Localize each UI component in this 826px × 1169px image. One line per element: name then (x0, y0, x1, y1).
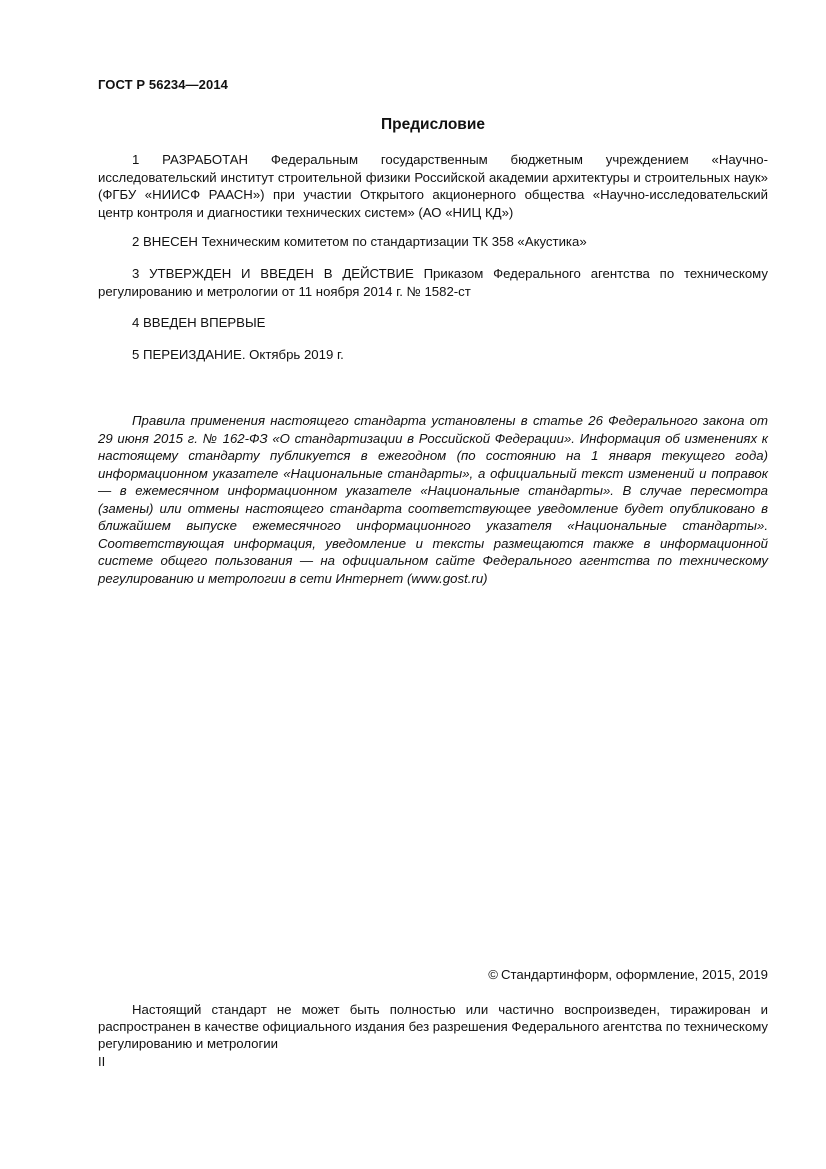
page-number: II (98, 1054, 106, 1069)
foreword-item-4: 4 ВВЕДЕН ВПЕРВЫЕ (132, 315, 266, 330)
copyright-line (488, 967, 768, 982)
foreword-item-3: 3 УТВЕРЖДЕН И ВВЕДЕН В ДЕЙСТВИЕ Приказом Федерального агентства по техническому регулированию и метрологии от 11 ноября 2014 г. № 1582-ст (98, 266, 768, 299)
rights-notice: Настоящий стандарт не может быть полностью или частично воспроизведен, тиражирован и распространен в качестве официального издания без разрешения Федерального агентства по техническому регулированию и метрологии (98, 1002, 768, 1051)
copyright-icon: © (488, 967, 499, 982)
document-id: ГОСТ Р 56234—2014 (98, 77, 228, 92)
application-rules-notice: Правила применения настоящего стандарта установлены в статье 26 Федерального закона от 29 июня 2015 г. № 162-ФЗ «О стандартизации в Российской Федерации». Информация об изменениях к настоящему стандарту публикуется в ежегодном (по состоянию на 1 января текущего года) информационном указателе «Национальные стандарты», а официальный текст изменений и поправок — в ежемесячном информационном указателе «Национальные стандарты». В случае пересмотра (замены) или отмены настоящего стандарта соответствующее уведомление будет опубликовано в ближайшем выпуске ежемесячного информационного указателя «Национальные стандарты». Соответствующая информация, уведомление и тексты размещаются также в информационной системе общего пользования — на официальном сайте Федерального агентства по техническому регулированию и метрологии в сети Интернет (www.gost.ru) (98, 413, 768, 586)
foreword-item-1: 1 РАЗРАБОТАН Федеральным государственным бюджетным учреждением «Научно-исследовательский институт строительной физики Российской академии архитектуры и строительных наук» (ФГБУ «НИИСФ РААСН») при участии Открытого акционерного общества «Научно-исследовательский центр контроля и диагностики технических систем» (АО «НИЦ КД») (98, 152, 768, 220)
copyright-text: Стандартинформ, оформление, 2015, 2019 (501, 967, 768, 982)
foreword-item-5: 5 ПЕРЕИЗДАНИЕ. Октябрь 2019 г. (132, 347, 344, 362)
foreword-title: Предисловие (380, 116, 485, 133)
foreword-item-2: 2 ВНЕСЕН Техническим комитетом по стандартизации ТК 358 «Акустика» (132, 234, 587, 249)
